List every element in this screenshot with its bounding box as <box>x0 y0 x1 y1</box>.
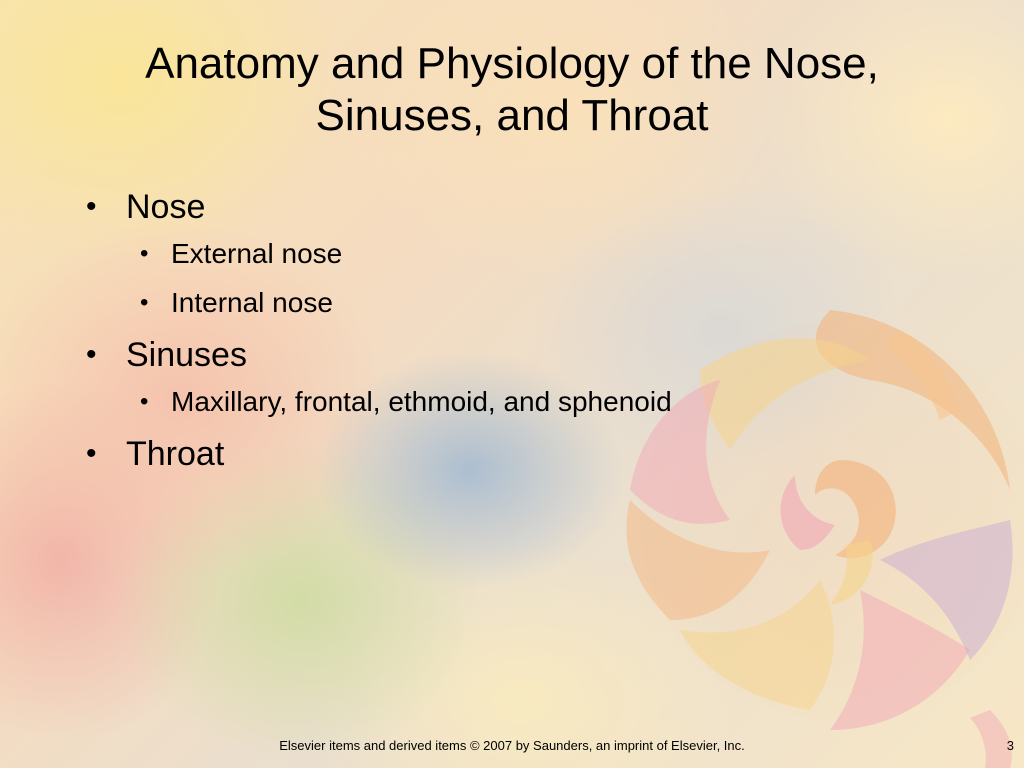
slide-title: Anatomy and Physiology of the Nose, Sinuses, and Throat <box>145 39 879 140</box>
bullet-text: Sinuses <box>126 336 247 374</box>
sub-bullet-item <box>126 283 882 323</box>
bullet-item-sinuses <box>82 332 882 422</box>
bullet-glyph: • <box>86 190 97 223</box>
bullet-text: Throat <box>126 435 225 473</box>
sub-bullet-item <box>126 382 882 422</box>
sub-bullet-text: External nose <box>171 238 343 269</box>
bullet-text: Nose <box>126 188 206 226</box>
sub-bullet-text: Internal nose <box>171 287 333 318</box>
bullet-list <box>82 184 882 483</box>
bullet-glyph: • <box>140 388 149 415</box>
slide-page-number: 3 <box>1006 738 1014 753</box>
sub-bullet-text: Maxillary, frontal, ethmoid, and sphenoid <box>171 386 672 417</box>
bullet-glyph: • <box>86 437 97 470</box>
sub-bullet-list <box>126 234 882 323</box>
bullet-glyph: • <box>140 289 149 316</box>
sub-bullet-list <box>126 382 882 422</box>
sub-bullet-item <box>126 234 882 274</box>
bullet-item-nose <box>82 184 882 323</box>
bullet-glyph: • <box>86 338 97 371</box>
slide-footer-copyright: Elsevier items and derived items © 2007 by Saunders, an imprint of Elsevier, Inc. <box>279 738 745 753</box>
bullet-glyph: • <box>140 240 149 267</box>
bullet-item-throat <box>82 431 882 477</box>
